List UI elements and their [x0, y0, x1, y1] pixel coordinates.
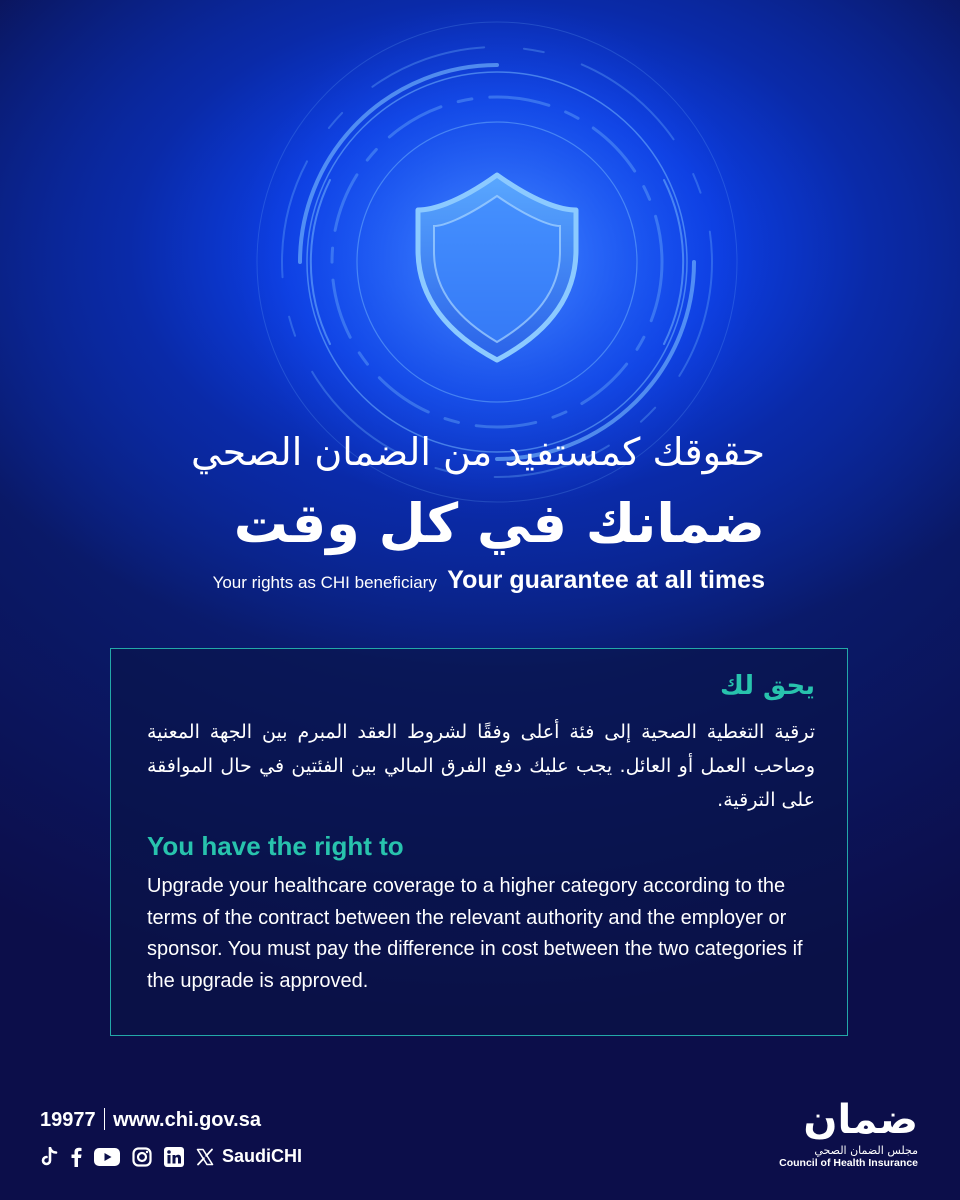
footer-contact [40, 1108, 302, 1167]
phone-number[interactable]: 19977 [40, 1109, 96, 1131]
linkedin-icon[interactable] [164, 1147, 184, 1167]
card-body-arabic: ترقية التغطية الصحية إلى فئة أعلى وفقًا لشروط العقد المبرم بين الجهة المعنية وصاحب العمل أو العائل. يجب عليك دفع الفرق المالي بين الفئتين في حال الموافقة على الترقية. [147, 721, 815, 811]
social-handle[interactable]: SaudiCHI [222, 1146, 303, 1166]
logo-arabic-name: مجلس الضمان الصحي [814, 1144, 918, 1157]
headline-english: Your guarantee at all times [447, 566, 765, 594]
youtube-icon[interactable] [94, 1148, 120, 1166]
contact-line [40, 1108, 302, 1132]
rights-card [110, 648, 848, 1036]
subtitle-english: Your rights as CHI beneficiary [212, 573, 437, 592]
divider [104, 1108, 106, 1130]
card-body-english: Upgrade your healthcare coverage to a higher category according to the terms of the contract between the relevant authority and the employer or sponsor. You must pay the difference in cost between the two categories if the upgrade is approved. [147, 875, 803, 992]
instagram-icon[interactable] [132, 1147, 152, 1167]
card-title-english: You have the right to [147, 831, 404, 861]
title-english [150, 566, 765, 595]
social-links [40, 1146, 302, 1167]
subtitle-arabic: حقوقك كمستفيد من الضمان الصحي [190, 430, 765, 474]
card-title-arabic: يحق لك [720, 671, 815, 701]
x-icon[interactable] [196, 1148, 214, 1166]
facebook-icon[interactable] [70, 1147, 82, 1167]
chi-logo [778, 1097, 918, 1169]
logo-mark: ضمان [803, 1097, 918, 1143]
logo-english-name: Council of Health Insurance [779, 1157, 918, 1169]
website-link[interactable]: www.chi.gov.sa [113, 1109, 261, 1131]
title-arabic: ضمانك في كل وقت [233, 492, 765, 555]
tiktok-icon[interactable] [40, 1147, 58, 1167]
